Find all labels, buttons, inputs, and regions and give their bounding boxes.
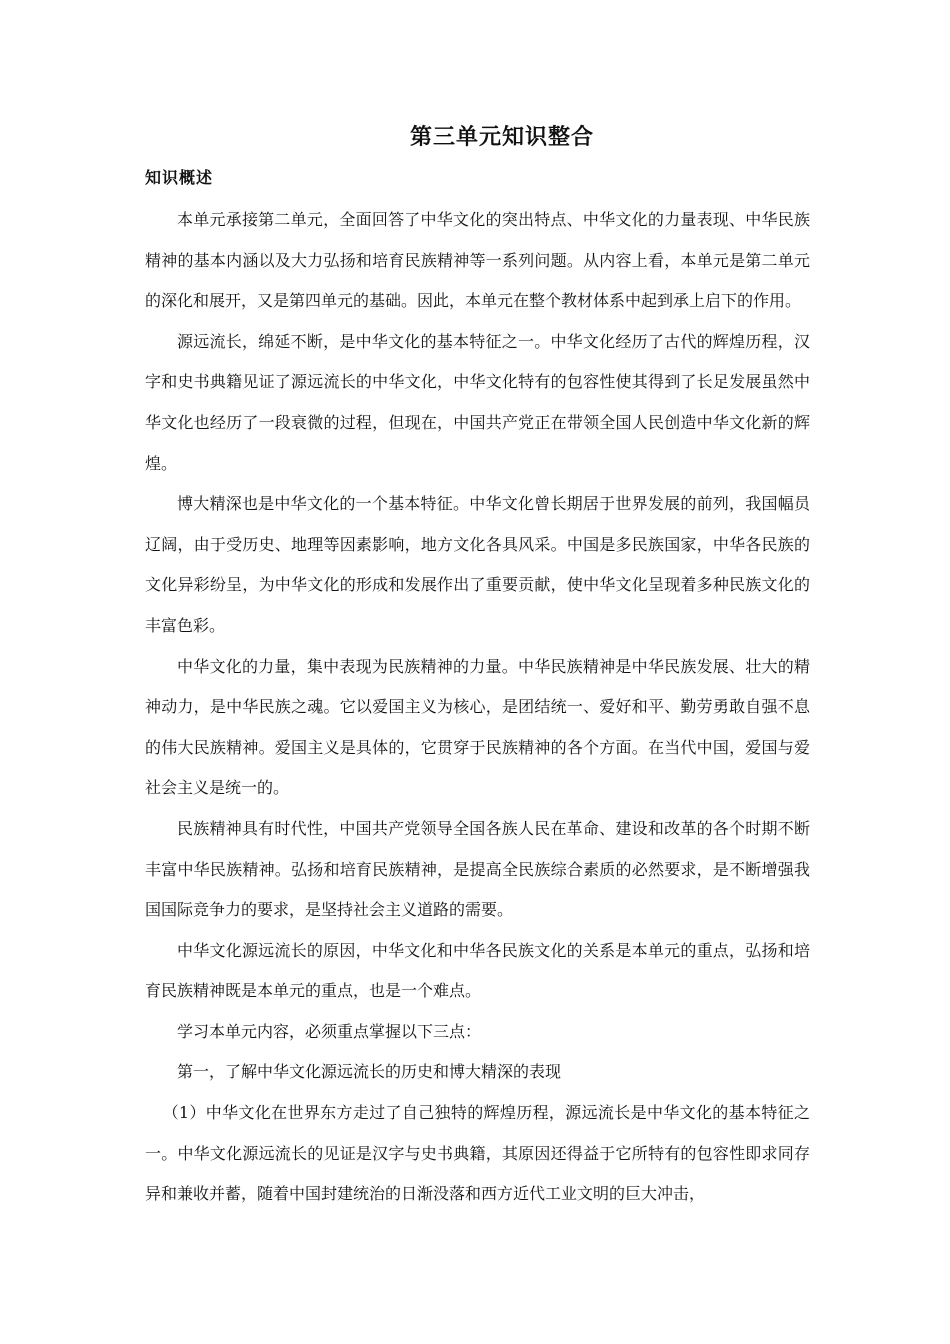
document-title: 第三单元知识整合: [409, 124, 594, 150]
document-body: [145, 200, 810, 1215]
paragraph-item-one: （1）中华文化在世界东方走过了自己独特的辉煌历程，源远流长是中华文化的基本特征之一。中华文化源远流长的见证是汉字与史书典籍，其原因还得益于它所特有的包容性即求同存异和兼收并蓄，随着中国封建统治的日渐没落和西方近代工业文明的巨大冲击，: [145, 1103, 810, 1204]
paragraph-national-spirit: 中华文化的力量，集中表现为民族精神的力量。中华民族精神是中华民族发展、壮大的精神动力，是中华民族之魂。它以爱国主义为核心，是团结统一、爱好和平、勤劳勇敢自强不息的伟大民族精神。爱国主义是具体的，它贯穿于民族精神的各个方面。在当代中国，爱国与爱社会主义是统一的。: [145, 656, 810, 798]
paragraph-point-one: 第一，了解中华文化源远流长的历史和博大精深的表现: [177, 1062, 562, 1082]
paragraph-intro: 本单元承接第二单元，全面回答了中华文化的突出特点、中华文化的力量表现、中华民族精神的基本内涵以及大力弘扬和培育民族精神等一系列问题。从内容上看，本单元是第二单元的深化和展开，又是第四单元的基础。因此，本单元在整个教材体系中起到承上启下的作用。: [145, 210, 810, 311]
paragraph-spirit-era: 民族精神具有时代性，中国共产党领导全国各族人民在革命、建设和改革的各个时期不断丰富中华民族精神。弘扬和培育民族精神，是提高全民族综合素质的必然要求，是不断增强我国国际竞争力的要求，是坚持社会主义道路的需要。: [145, 818, 810, 920]
paragraph-broad-profound: 博大精深也是中华文化的一个基本特征。中华文化曾长期居于世界发展的前列，我国幅员辽阔，由于受历史、地理等因素影响，地方文化各具风采。中国是多民族国家，中华各民族的文化异彩纷呈，为中华文化的形成和发展作出了重要贡献，使中华文化呈现着多种民族文化的丰富色彩。: [145, 494, 810, 635]
paragraph-study-intro: 学习本单元内容，必须重点掌握以下三点：: [177, 1021, 482, 1041]
section-heading: 知识概述: [145, 168, 214, 187]
paragraph-key-points: 中华文化源远流长的原因，中华文化和中华各民族文化的关系是本单元的重点，弘扬和培育民族精神既是本单元的重点，也是一个难点。: [145, 940, 810, 1001]
paragraph-long-history: 源远流长，绵延不断，是中华文化的基本特征之一。中华文化经历了古代的辉煌历程，汉字和史书典籍见证了源远流长的中华文化，中华文化特有的包容性使其得到了长足发展虽然中华文化也经历了一段衰微的过程，但现在，中国共产党正在带领全国人民创造中华文化新的辉煌。: [145, 331, 810, 473]
